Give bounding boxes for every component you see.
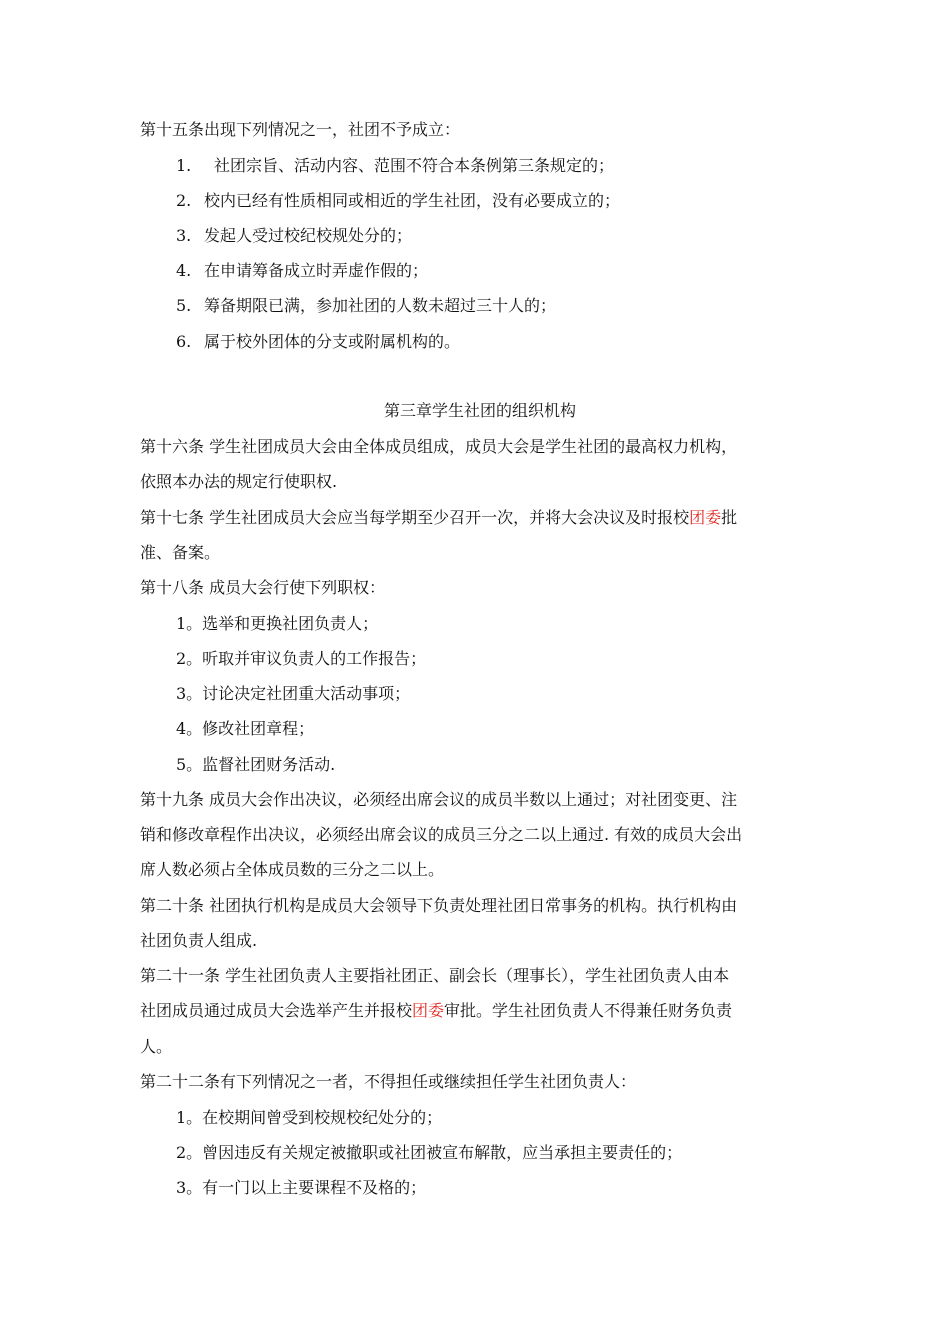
article-20-line-2: 社团负责人组成. [140, 931, 258, 950]
article-15-item-2 [176, 191, 776, 211]
article-22-intro: 第二十二条有下列情况之一者，不得担任或继续担任学生社团负责人： [140, 1072, 637, 1091]
article-20-line-1: 第二十条 社团执行机构是成员大会领导下负责处理社团日常事务的机构。执行机构由 [140, 896, 738, 915]
item-number: 4. [176, 261, 192, 280]
item-text: 筹备期限已满，参加社团的人数未超过三十人的； [204, 296, 557, 315]
article-16-line-2: 依照本办法的规定行使职权. [140, 472, 338, 491]
article-16-line-1: 第十六条 学生社团成员大会由全体成员组成，成员大会是学生社团的最高权力机构， [140, 437, 738, 456]
article-19-line-1: 第十九条 成员大会作出决议，必须经出席会议的成员半数以上通过；对社团变更、注 [140, 790, 738, 809]
article-15-intro: 第十五条出现下列情况之一，社团不予成立： [140, 120, 461, 139]
item-text: 发起人受过校纪校规处分的； [204, 226, 413, 245]
article-18-item-4: 4。修改社团章程； [176, 719, 315, 738]
article-19-line-2: 销和修改章程作出决议，必须经出席会议的成员三分之二以上通过. 有效的成员大会出 [140, 825, 743, 844]
article-21-text-b: 审批。学生社团负责人不得兼任财务负责 [444, 1001, 733, 1020]
item-number: 6. [176, 332, 192, 351]
article-22-item-2: 2。曾因违反有关规定被撤职或社团被宣布解散，应当承担主要责任的； [176, 1143, 683, 1162]
article-15-item-5 [176, 296, 776, 316]
highlight-tuanwei: 团委 [689, 508, 722, 527]
article-21-line-3: 人。 [140, 1037, 173, 1056]
article-17-text-a: 第十七条 学生社团成员大会应当每学期至少召开一次，并将大会决议及时报校 [140, 508, 690, 527]
article-17-line-1 [140, 508, 820, 528]
article-18-item-5: 5。监督社团财务活动. [176, 755, 336, 774]
article-22-item-1: 1。在校期间曾受到校规校纪处分的； [176, 1108, 443, 1127]
article-21-line-2 [140, 1001, 820, 1021]
item-text: 校内已经有性质相同或相近的学生社团，没有必要成立的； [204, 191, 621, 210]
article-17-line-2: 准、备案。 [140, 543, 221, 562]
highlight-tuanwei: 团委 [412, 1001, 445, 1020]
article-21-line-1: 第二十一条 学生社团负责人主要指社团正、副会长（理事长），学生社团负责人由本 [140, 966, 730, 985]
item-number: 5. [176, 296, 192, 315]
article-15-item-1 [176, 156, 776, 176]
chapter-3-title: 第三章学生社团的组织机构 [383, 401, 576, 420]
item-number: 2. [176, 191, 192, 210]
article-21-text-a: 社团成员通过成员大会选举产生并报校 [140, 1001, 413, 1020]
article-15-item-6 [176, 332, 776, 352]
item-number: 3. [176, 226, 192, 245]
article-18-intro: 第十八条 成员大会行使下列职权： [140, 578, 386, 597]
article-22-item-3: 3。有一门以上主要课程不及格的； [176, 1178, 427, 1197]
article-18-item-2: 2。听取并审议负责人的工作报告； [176, 649, 427, 668]
item-text: 属于校外团体的分支或附属机构的。 [204, 332, 461, 351]
item-text: 社团宗旨、活动内容、范围不符合本条例第三条规定的； [214, 156, 615, 175]
article-15-item-4 [176, 261, 776, 281]
item-text: 在申请筹备成立时弄虚作假的； [204, 261, 429, 280]
article-15-item-3 [176, 226, 776, 246]
article-18-item-1: 1。选举和更换社团负责人； [176, 614, 379, 633]
article-18-item-3: 3。讨论决定社团重大活动事项； [176, 684, 411, 703]
article-19-line-3: 席人数必须占全体成员数的三分之二以上。 [140, 860, 445, 879]
article-17-text-b: 批 [721, 508, 738, 527]
item-number: 1. [176, 156, 192, 175]
